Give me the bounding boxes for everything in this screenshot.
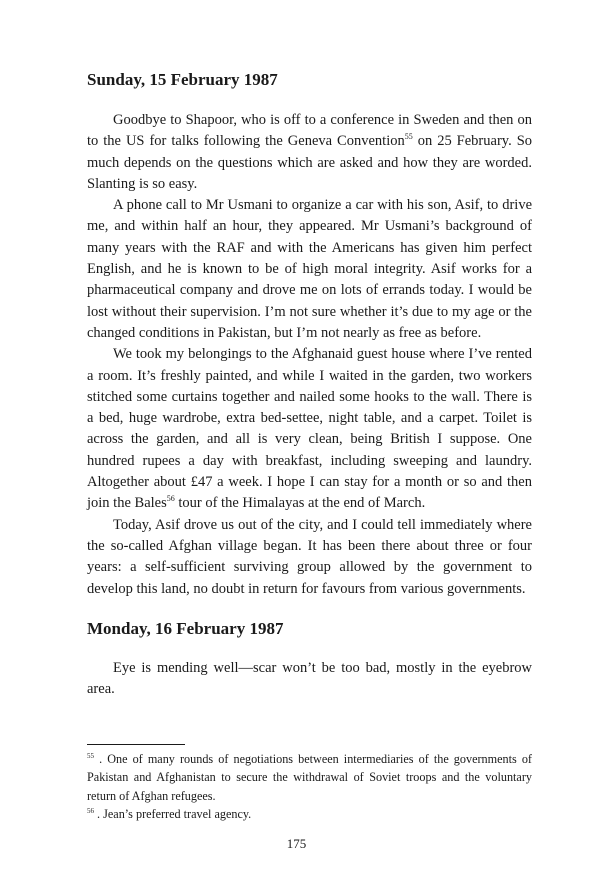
footnote-ref-56: 56 [166, 494, 175, 504]
paragraph-text: on 25 February. So much depends on the questions which are asked and how they are worded. Slanting is so easy. [87, 133, 533, 192]
paragraph-text: Goodbye to Shapoor, who is off to a conference in Sweden and then on to the US for talks following the Geneva Convention [87, 112, 532, 150]
body-paragraph: A phone call to Mr Usmani to organize a car with his son, Asif, to drive me, and within half an hour, they appeared. Mr Usmani’s background of many years with the RAF and with the Americans has given him perfect English, and he is known to be of high moral integrity. Asif works for a pharmaceutical company and drove me on lots of errands today. I would be lost without their supervision. I’m not sure whether it’s due to my age or the changed conditions in Pakistan, but I’m not nearly as free as before. [87, 197, 532, 341]
footnote-mark: 55 [87, 751, 94, 760]
body-paragraph: Eye is mending well—scar won’t be too bad, mostly in the eyebrow area. [87, 660, 532, 698]
page-number: 175 [286, 836, 307, 851]
footnotes [87, 750, 532, 824]
entry-heading-feb-16: Monday, 16 February 1987 [87, 619, 284, 638]
body-paragraph [87, 344, 532, 514]
paragraph-text: We took my belongings to the Afghanaid guest house where I’ve rented a room. It’s freshly painted, and while I waited in the garden, two workers stitched some curtains together and nailed some hooks to the wall. There is a bed, huge wardrobe, extra bed-settee, night table, and a carpet. Toilet is across the garden, and all is very clean, being British I suppose. One hundred rupees a day with breakfast, including sweeping and laundry. Altogether about £47 a week. I hope I can stay for a month or so and then join the Bales [87, 346, 532, 512]
footnote-text: . One of many rounds of negotiations between intermediaries of the governments of Pakistan and Afghanistan to secure the withdrawal of Soviet troops and the voluntary return of Afghan refugees. [87, 752, 532, 803]
paragraph-text: tour of the Himalayas at the end of March. [174, 495, 426, 512]
footnote-text: . Jean’s preferred travel agency. [94, 807, 252, 822]
body-paragraph: Today, Asif drove us out of the city, and I could tell immediately where the so-called Afghan village began. It has been there about three or four years: a self-sufficient surviving group allowed by the government to develop this land, no doubt in return for favours from various governments. [87, 516, 532, 597]
entry-body-feb-15 [87, 110, 532, 600]
entry-body-feb-16 [87, 658, 532, 701]
footnote-56 [87, 805, 532, 823]
body-paragraph [87, 110, 532, 195]
footnote-ref-55: 55 [404, 132, 413, 142]
footnote-55 [87, 750, 532, 805]
footnote-mark: 56 [87, 807, 94, 816]
footnote-divider [87, 744, 185, 745]
entry-heading-feb-15: Sunday, 15 February 1987 [87, 70, 278, 89]
